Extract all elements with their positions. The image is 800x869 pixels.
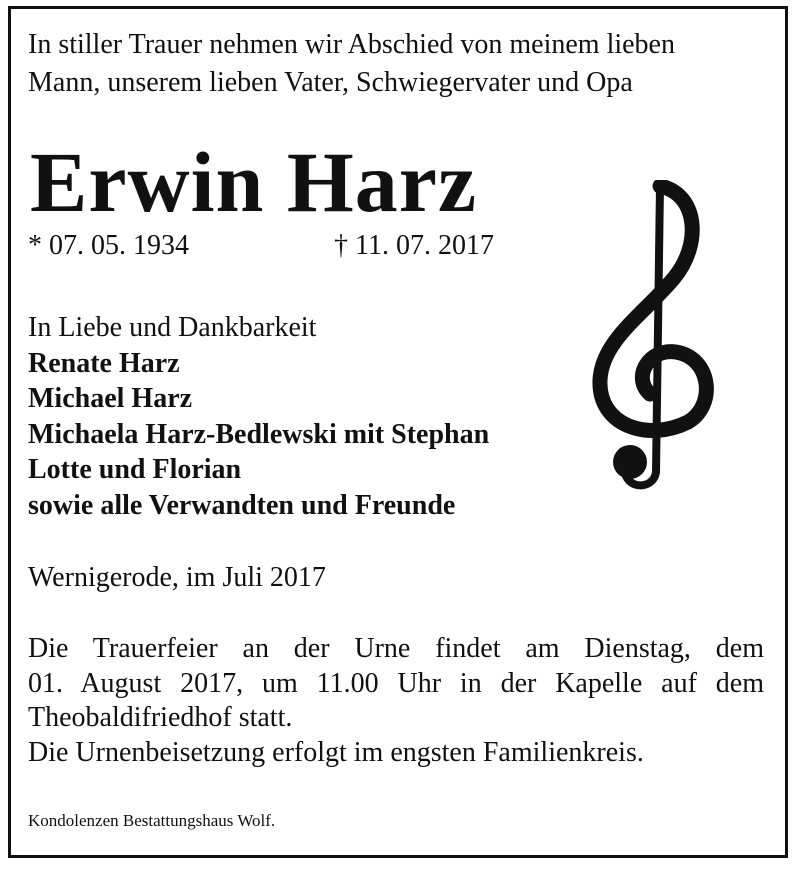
service-line-1: Die Trauerfeier an der Urne findet am Dienstag, dem — [28, 633, 764, 664]
intro-line-1: In stiller Trauer nehmen wir Abschied von meinem lieben — [28, 29, 675, 60]
mourner-name: sowie alle Verwandten und Freunde — [28, 489, 456, 521]
mourner-name: Michael Harz — [28, 383, 193, 414]
intro-line-2: Mann, unserem lieben Vater, Schwiegervater und Opa — [28, 67, 633, 98]
service-line-2: 01. August 2017, um 11.00 Uhr in der Kapelle auf dem — [28, 667, 764, 699]
place-date: Wernigerode, im Juli 2017 — [28, 562, 326, 593]
mourner-name: Michaela Harz-Bedlewski mit Stephan — [28, 418, 490, 450]
treble-clef-icon — [592, 180, 722, 492]
life-dates — [28, 228, 494, 264]
service-line-3: Theobaldifriedhof statt. — [28, 702, 293, 733]
birth-date: * 07. 05. 1934 — [28, 230, 189, 261]
death-date: † 11. 07. 2017 — [334, 230, 494, 261]
service-line-4: Die Urnenbeisetzung erfolgt im engsten Familienkreis. — [28, 736, 644, 768]
service-details — [28, 632, 764, 770]
mourners-block — [28, 310, 489, 523]
mourners-heading: In Liebe und Dankbarkeit — [28, 312, 317, 343]
condolence-note: Kondolenzen Bestattungshaus Wolf. — [28, 811, 276, 830]
intro-text — [28, 26, 675, 102]
mourner-name: Lotte und Florian — [28, 454, 242, 485]
mourner-name: Renate Harz — [28, 347, 180, 379]
deceased-name: Erwin Harz — [30, 134, 478, 230]
